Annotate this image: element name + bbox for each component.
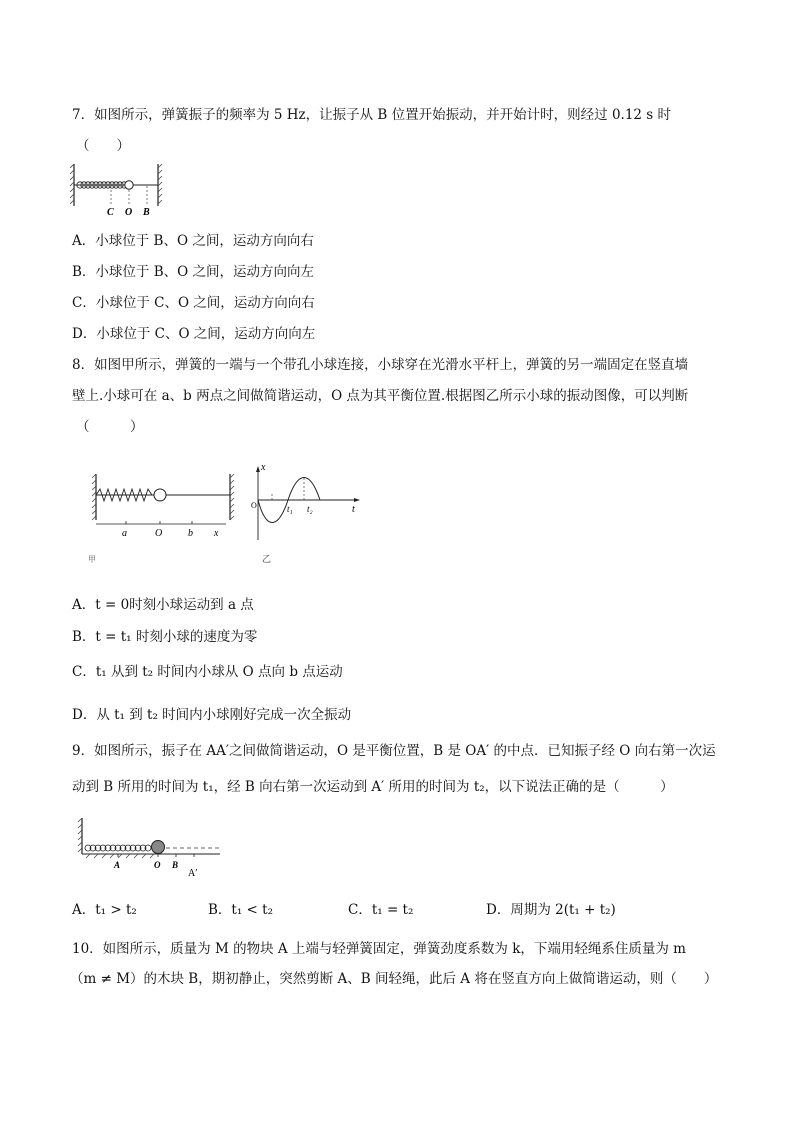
q8-stem-line3: （ ） bbox=[76, 419, 144, 435]
q8b-label-o: O bbox=[251, 501, 257, 510]
q8b-x-arrow bbox=[256, 466, 260, 472]
q8b-label-x: x bbox=[261, 462, 266, 473]
q9-option-a: A．t₁ > t₂ bbox=[72, 902, 137, 918]
q9-stem-line2: 动到 B 所用的时间为 t₁，经 B 向右第一次运动到 A′ 所用的时间为 t₂，以下说法正确的是（ ） bbox=[72, 779, 674, 795]
q7-option-b: B．小球位于 B、O 之间，运动方向向左 bbox=[72, 264, 314, 280]
q9-wall bbox=[78, 818, 82, 854]
q8b-label-t2: t₂ bbox=[307, 504, 313, 514]
q9-floor bbox=[82, 854, 220, 858]
q9-label-a: A bbox=[114, 860, 121, 870]
q7-option-d: D．小球位于 C、O 之间，运动方向向左 bbox=[72, 326, 316, 342]
q7-label-o: O bbox=[125, 207, 133, 218]
q8a-left-wall bbox=[92, 474, 96, 520]
q8-option-c: C．t₁ 从到 t₂ 时间内小球从 O 点向 b 点运动 bbox=[72, 664, 343, 680]
q7-right-wall bbox=[158, 164, 162, 206]
q7-spring-figure bbox=[70, 160, 180, 218]
q8a-caption: 甲 bbox=[88, 555, 96, 564]
q7-stem-line2: （ ） bbox=[76, 138, 130, 154]
q9-label-a-prime: A′ bbox=[188, 868, 198, 879]
q8-stem-line2: 壁上.小球可在 a、b 两点之间做简谐运动，O 点为其平衡位置.根据图乙所示小球的振动图像，可以判断 bbox=[72, 388, 689, 404]
q8-option-d: D．从 t₁ 到 t₂ 时间内小球刚好完成一次全振动 bbox=[72, 707, 352, 723]
q8-stem-line1: 8．如图甲所示，弹簧的一端与一个带孔小球连接，小球穿在光滑水平杆上，弹簧的另一端固定在竖直墙 bbox=[72, 357, 689, 373]
q8-option-a: A．t = 0时刻小球运动到 a 点 bbox=[72, 597, 254, 613]
q9-option-b: B．t₁ < t₂ bbox=[208, 902, 273, 918]
q8b-label-t1: t₁ bbox=[287, 504, 293, 514]
q9-spring bbox=[85, 845, 151, 851]
q7-label-c: C bbox=[107, 207, 114, 218]
q7-option-a: A．小球位于 B、O 之间，运动方向向右 bbox=[72, 233, 314, 249]
q8-figure-b bbox=[248, 458, 368, 566]
q7-left-wall bbox=[70, 164, 74, 206]
q8a-label-b: b bbox=[188, 528, 193, 539]
q9-label-b: B bbox=[172, 860, 179, 870]
q7-option-c: C．小球位于 C、O 之间，运动方向向右 bbox=[72, 295, 315, 311]
q8a-label-o: O bbox=[155, 528, 163, 539]
q8b-caption: 乙 bbox=[262, 554, 272, 564]
q8b-label-t: t bbox=[352, 504, 355, 515]
q8b-t-arrow bbox=[354, 498, 360, 502]
q8a-axis-ticks bbox=[126, 521, 192, 524]
q8a-ball bbox=[154, 489, 166, 501]
q9-label-o: O bbox=[154, 860, 161, 870]
q8a-label-a: a bbox=[122, 528, 127, 539]
q7-stem-line1: 7．如图所示，弹簧振子的频率为 5 Hz，让振子从 B 位置开始振动，并开始计时，则经过 0.12 s 时 bbox=[72, 107, 672, 123]
q7-label-b: B bbox=[143, 207, 150, 218]
q9-figure bbox=[76, 814, 226, 880]
q8a-right-wall bbox=[230, 474, 234, 520]
q9-option-c: C．t₁ = t₂ bbox=[348, 902, 414, 918]
q10-stem-line1: 10．如图所示，质量为 M 的物块 A 上端与轻弹簧固定，弹簧劲度系数为 k，下端用轻绳系住质量为 m bbox=[72, 941, 686, 957]
q7-ball bbox=[125, 181, 133, 189]
q8-figure-a bbox=[86, 470, 236, 566]
q10-stem-line2: （m ≠ M）的木块 B，期初静止，突然剪断 A、B 间轻绳，此后 A 将在竖直方向上做简谐运动，则（ ） bbox=[70, 971, 718, 987]
q9-stem-line1: 9．如图所示，振子在 AA′之间做简谐运动，O 是平衡位置，B 是 OA′ 的中点．已知振子经 O 向右第一次运 bbox=[72, 743, 716, 759]
q8b-guides bbox=[272, 478, 304, 500]
q8a-label-x: x bbox=[214, 528, 219, 539]
q8-option-b: B．t = t₁ 时刻小球的速度为零 bbox=[72, 629, 258, 645]
q9-ball bbox=[152, 841, 165, 854]
q9-option-d: D．周期为 2(t₁ + t₂) bbox=[486, 902, 616, 918]
